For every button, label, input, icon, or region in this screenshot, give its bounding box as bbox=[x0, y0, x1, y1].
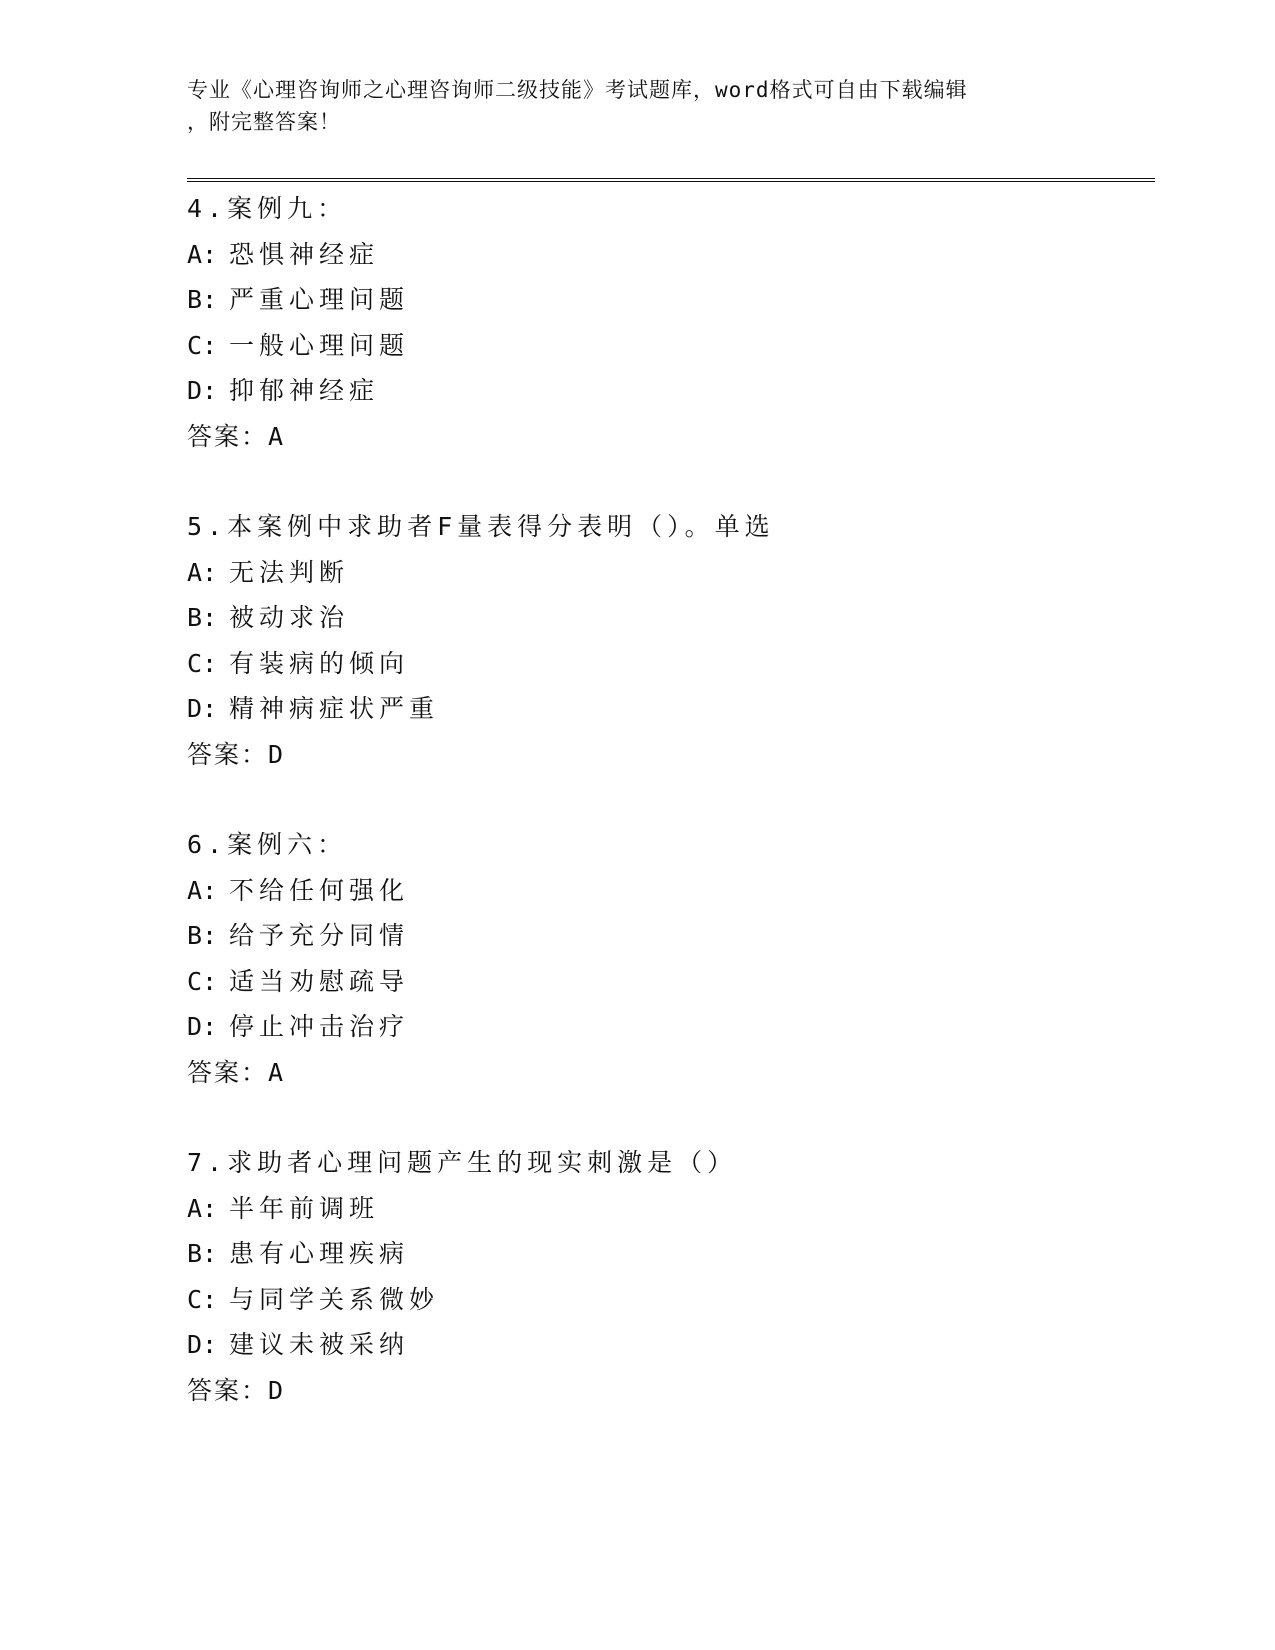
question-stem: 7.求助者心理问题产生的现实刺激是（） bbox=[187, 1148, 738, 1177]
option-a bbox=[187, 1186, 1087, 1232]
option-letter: A: bbox=[187, 239, 218, 269]
option-letter: D: bbox=[187, 694, 218, 723]
option-text: 无法判断 bbox=[229, 557, 350, 587]
answer-label: 答案： bbox=[187, 1375, 269, 1405]
option-letter: C: bbox=[187, 1284, 218, 1314]
answer-value: D bbox=[268, 739, 284, 769]
option-b bbox=[187, 277, 1087, 323]
option-text: 建议未被采纳 bbox=[229, 1330, 410, 1359]
question-stem: 5.本案例中求助者F量表得分表明（）。单选 bbox=[187, 512, 775, 541]
option-letter: B: bbox=[187, 921, 218, 950]
answer-value: A bbox=[268, 421, 284, 451]
option-text: 一般心理问题 bbox=[229, 330, 410, 360]
option-letter: D: bbox=[187, 376, 218, 405]
option-text: 不给任何强化 bbox=[229, 875, 410, 905]
option-c bbox=[187, 641, 1087, 687]
header-line-2: ，附完整答案！ bbox=[187, 110, 341, 134]
document-header bbox=[187, 74, 1067, 138]
option-text: 患有心理疾病 bbox=[229, 1239, 410, 1268]
answer-line bbox=[187, 1050, 1087, 1096]
answer-label: 答案： bbox=[187, 1057, 269, 1087]
option-letter: A: bbox=[187, 1193, 218, 1223]
header-divider bbox=[187, 178, 1155, 182]
answer-line bbox=[187, 732, 1087, 778]
option-c bbox=[187, 323, 1087, 369]
option-text: 有装病的倾向 bbox=[229, 648, 410, 678]
header-line-1: 专业《心理咨询师之心理咨询师二级技能》考试题库，word格式可自由下载编辑 bbox=[187, 78, 968, 102]
question-stem: 4.案例九： bbox=[187, 194, 348, 223]
option-text: 被动求治 bbox=[229, 603, 350, 632]
answer-label: 答案： bbox=[187, 421, 269, 451]
option-b bbox=[187, 913, 1087, 959]
answer-line bbox=[187, 1368, 1087, 1414]
option-letter: D: bbox=[187, 1330, 218, 1359]
option-text: 严重心理问题 bbox=[229, 285, 410, 314]
question-block bbox=[187, 822, 1087, 1095]
option-d bbox=[187, 1004, 1087, 1050]
option-text: 给予充分同情 bbox=[229, 921, 410, 950]
option-d bbox=[187, 1322, 1087, 1368]
option-text: 恐惧神经症 bbox=[229, 239, 380, 269]
question-block bbox=[187, 504, 1087, 777]
option-letter: B: bbox=[187, 1239, 218, 1268]
option-letter: A: bbox=[187, 875, 218, 905]
question-block bbox=[187, 186, 1087, 459]
option-text: 精神病症状严重 bbox=[229, 694, 440, 723]
option-b bbox=[187, 1231, 1087, 1277]
option-letter: D: bbox=[187, 1012, 218, 1041]
answer-value: A bbox=[268, 1057, 284, 1087]
option-letter: C: bbox=[187, 330, 218, 360]
option-text: 适当劝慰疏导 bbox=[229, 966, 410, 996]
option-letter: B: bbox=[187, 603, 218, 632]
option-text: 停止冲击治疗 bbox=[229, 1012, 410, 1041]
answer-line bbox=[187, 414, 1087, 460]
option-text: 抑郁神经症 bbox=[229, 376, 380, 405]
option-c bbox=[187, 959, 1087, 1005]
option-letter: A: bbox=[187, 557, 218, 587]
option-a bbox=[187, 550, 1087, 596]
option-b bbox=[187, 595, 1087, 641]
question-stem: 6.案例六： bbox=[187, 830, 348, 859]
option-d bbox=[187, 368, 1087, 414]
question-block bbox=[187, 1140, 1087, 1413]
option-a bbox=[187, 868, 1087, 914]
answer-value: D bbox=[268, 1375, 284, 1405]
option-letter: B: bbox=[187, 285, 218, 314]
answer-label: 答案： bbox=[187, 739, 269, 769]
option-c bbox=[187, 1277, 1087, 1323]
option-letter: C: bbox=[187, 648, 218, 678]
option-a bbox=[187, 232, 1087, 278]
option-letter: C: bbox=[187, 966, 218, 996]
option-text: 与同学关系微妙 bbox=[229, 1284, 440, 1314]
option-d bbox=[187, 686, 1087, 732]
option-text: 半年前调班 bbox=[229, 1193, 380, 1223]
